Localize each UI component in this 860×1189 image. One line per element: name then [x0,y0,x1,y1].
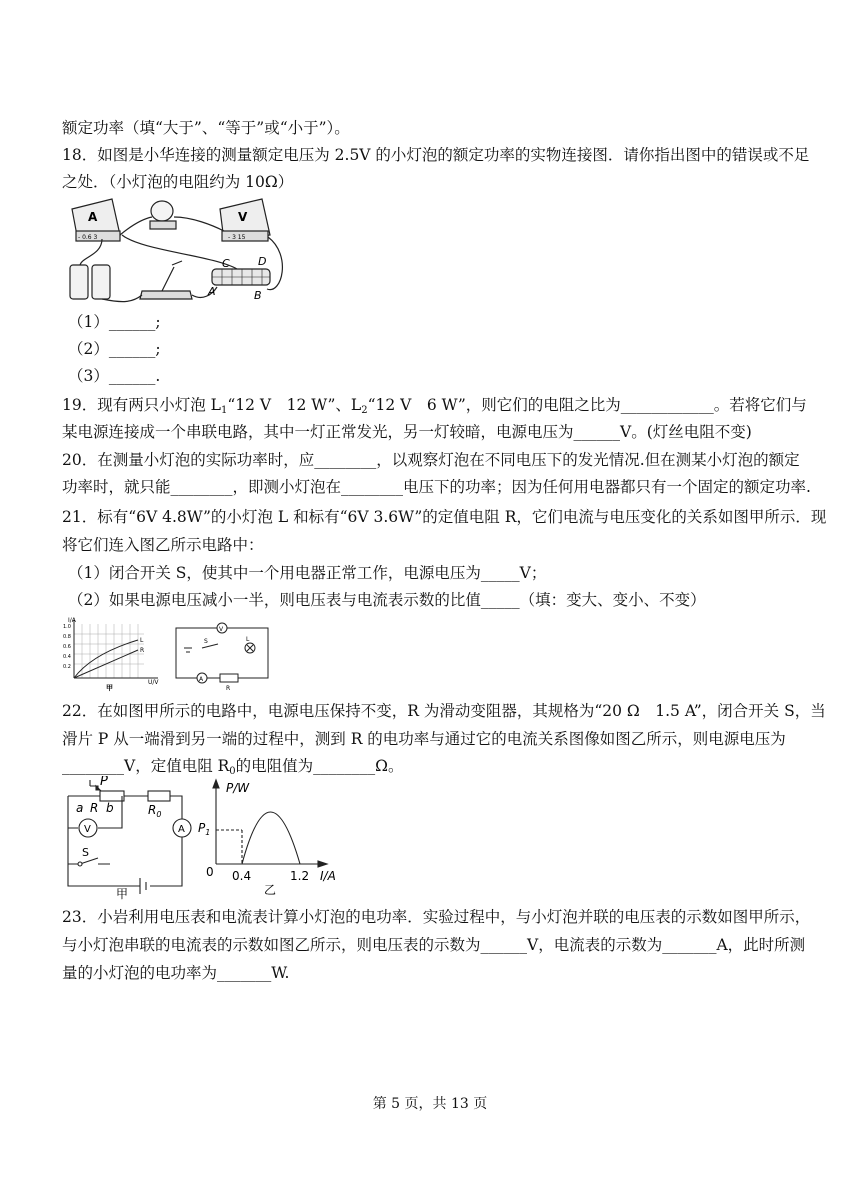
terminal-c: C [222,257,230,270]
end-b-label: b [106,801,114,815]
ammeter-symbol: A [178,824,185,835]
question-21-part1: （1）闭合开关 S，使其中一个用电器正常工作，电源电压为_____V； [68,564,547,582]
question-22: 22．在如图甲所示的电路中，电源电压保持不变，R 为滑动变阻器，其规格为“20 Ω 1.5 A”，闭合开关 S，当 [62,702,826,720]
question-21-part2: （2）如果电源电压减小一半，则电压表与电流表示数的比值_____（填：变大、变小、不变） [68,591,706,609]
x-tick-1-2: 1.2 [290,869,310,883]
question-20-cont: 功率时，就只能________，即测小灯泡在________电压下的功率；因为任何用电器都只有一个固定的额定功率. [62,478,811,496]
y-tick: 0.6 [63,644,71,650]
y-axis-label: I/A [68,617,76,624]
x-axis-label: I/A [320,869,336,883]
question-23: 23．小岩利用电压表和电流表计算小灯泡的电功率．实验过程中，与小灯泡并联的电压表的示数如图甲所示， [62,908,811,926]
switch-label: S [82,846,89,859]
question-19-cont: 某电源连接成一个串联电路，其中一灯正常发光，另一灯较暗，电源电压为______V。(灯丝电阻不变) [62,423,752,441]
question-23-cont2: 量的小灯泡的电功率为_______W. [62,964,290,982]
question-22-cont: 滑片 P 从一端滑到另一端的过程中，测到 R 的电功率与通过它的电流关系图像如图乙所示，则电源电压为 [62,730,786,748]
curve-r-label: R [140,647,145,654]
p1-label: $P_1$ [198,821,211,837]
text-line: 额定功率（填“大于”、“等于”或“小于”）。 [62,119,350,137]
figure-21 [62,614,282,694]
y-axis-label: P/W [226,781,250,795]
question-22-cont2: ________V，定值电阻 $R_0$的电阻值为________Ω。 [62,757,404,777]
terminal-d: D [258,255,267,268]
y-tick: 0.8 [63,634,71,640]
x-tick-0-4: 0.4 [232,869,252,883]
figure-label-jia: 甲 [116,887,129,900]
curve-l-label: L [140,637,144,644]
voltmeter-symbol: V [219,626,224,633]
blank-1: （1）______; [68,313,161,331]
y-tick: 1.0 [63,624,71,630]
rheostat-r-label: R [90,801,99,815]
question-23-cont: 与小灯泡串联的电流表的示数如图乙所示，则电压表的示数为______V，电流表的示数为_______A，此时所测 [62,936,806,954]
question-20: 20．在测量小灯泡的实际功率时，应________，以观察灯泡在不同电压下的发光情况.但在测某小灯泡的额定 [62,451,800,469]
switch-label: S [204,638,208,645]
r0-label: $R_0$ [148,803,162,819]
x-axis-label: U/V [148,679,159,686]
origin-label: 0 [206,865,214,879]
voltmeter-scale: - 3 15 [228,234,246,241]
ammeter-symbol: A [199,676,204,683]
terminal-a: A [208,285,216,298]
y-tick: 0.2 [63,664,71,670]
page-footer: 第 5 页，共 13 页 [372,1096,488,1112]
terminal-b: B [254,289,262,302]
resistor-label: R [226,685,231,692]
y-tick: 0.4 [63,654,71,660]
end-a-label: a [76,801,84,815]
ammeter-label: A [88,210,98,224]
question-18: 18．如图是小华连接的测量额定电压为 2.5V 的小灯泡的额定功率的实物连接图．请你指出图中的错误或不足 [62,146,810,164]
apparatus-figure [62,195,292,307]
question-21: 21．标有“6V 4.8W”的小灯泡 L 和标有“6V 3.6W”的定值电阻 R，它们电流与电压变化的关系如图甲所示．现 [62,508,827,526]
figure-label-jia: 甲 [106,684,113,692]
slider-p-label: P [100,776,108,789]
voltmeter-label: V [238,210,248,224]
lamp-label: L [246,636,250,643]
question-18-cont: 之处．（小灯泡的电阻约为 10Ω） [62,173,294,191]
blank-2: （2）______; [68,340,161,358]
question-21-cont: 将它们连入图乙所示电路中： [62,536,264,554]
figure-22 [50,776,350,900]
question-19: 19．现有两只小灯泡 $L_1“12$ V 12 W”、$L_2“12$ V 6 W”，则它们的电阻之比为____________。若将它们与 [62,396,807,416]
ammeter-scale: - 0.6 3 [78,234,98,241]
blank-3: （3）______. [68,367,161,385]
figure-label-yi: 乙 [264,883,277,897]
voltmeter-symbol: V [84,824,91,835]
